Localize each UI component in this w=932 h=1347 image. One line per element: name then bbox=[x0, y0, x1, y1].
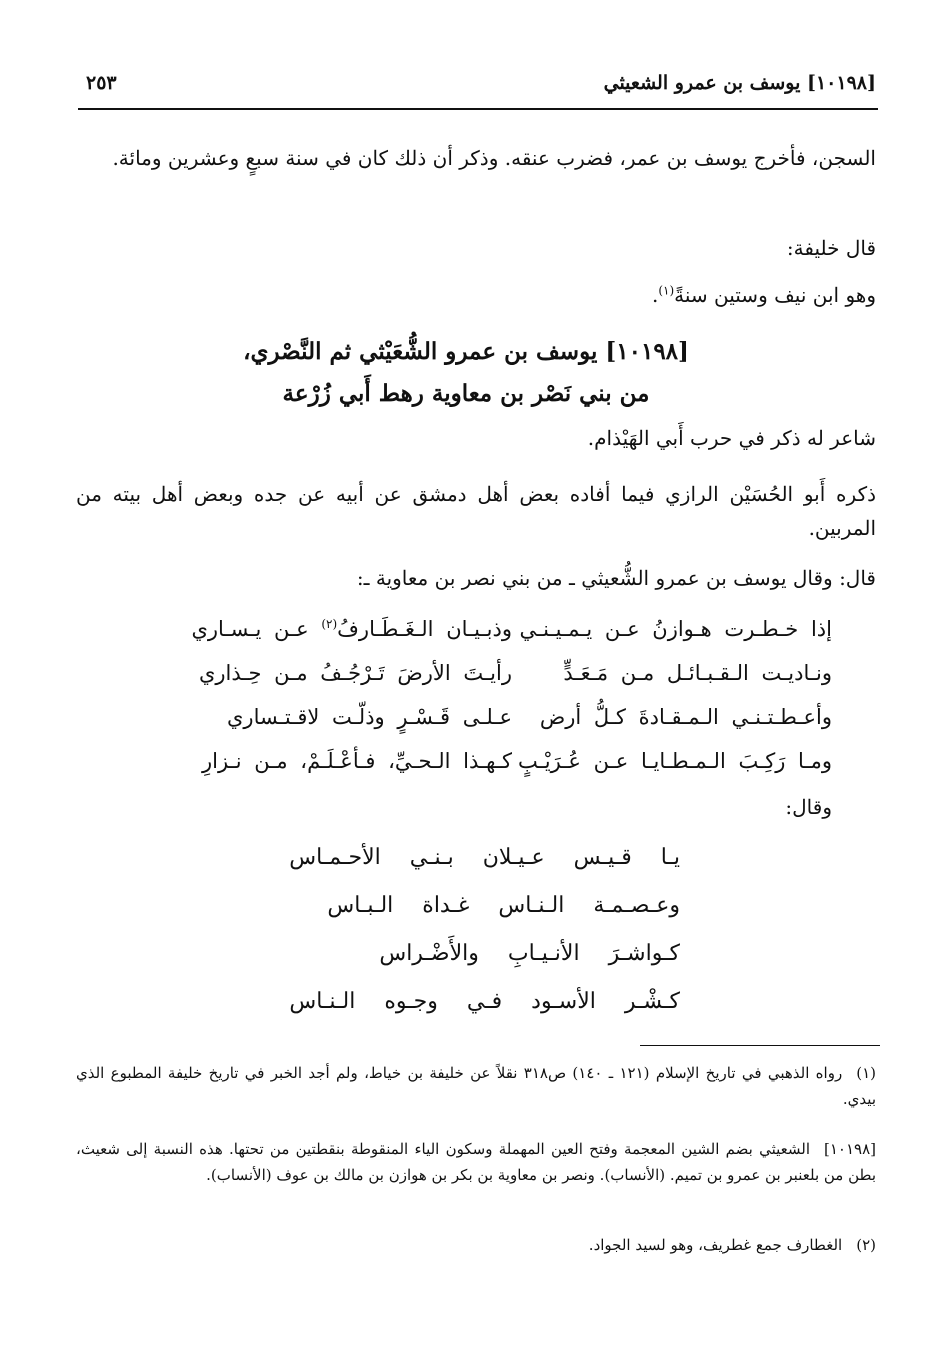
footnote-rule bbox=[640, 1045, 880, 1046]
short-verse-3: كـواشـرَ الأنـيـابِ والأَضْـراس bbox=[379, 941, 680, 966]
poet-note: شاعر له ذكر في حرب أَبي الهَيْذام. bbox=[587, 426, 876, 450]
footnote-marker: (١) bbox=[856, 1064, 876, 1082]
verse-1-first-hemistich: إذا خـطـرت هـوازنُ عـن يـمـيـنـي bbox=[519, 617, 832, 641]
footnote-text: رواه الذهبي في تاريخ الإسلام (١٢١ ـ ١٤٠) ص٣١٨ نقلاً عن خليفة بن خياط، ولم أجد الخبر في تاريخ خليفة المطبوع الذي بيدي. bbox=[76, 1064, 876, 1108]
poem-intro: قال: وقال يوسف بن عمرو الشُّعيثي ـ من بني نصر بن معاوية ـ: bbox=[356, 566, 876, 590]
verse-2-first-hemistich: ونـاديـت الـقـبـائـل مـن مَـعَـدٍّ bbox=[563, 661, 832, 685]
footnote-marker: (٢) bbox=[856, 1236, 876, 1254]
entry-title-line1: [١٠١٩٨] يوسف بن عمرو الشُّعَيْثي ثم النَّصْري، bbox=[243, 338, 689, 365]
footnote-2 bbox=[76, 1232, 876, 1258]
footnote-ref-1: (١) bbox=[658, 283, 675, 298]
verse-3-second-hemistich: عـلـى قَـسْـرٍ وذلّـت لاقـتـساري bbox=[226, 705, 512, 729]
second-intro: وقال: bbox=[785, 795, 832, 819]
page-number: ٢٥٣ bbox=[86, 72, 117, 94]
footnote-marker: [١٠١٩٨] bbox=[823, 1140, 876, 1158]
short-verse-2: وعـصـمـة الـنـاس غـداة الـبـاس bbox=[327, 893, 680, 918]
short-verse-1: يـا قـيـس عـيـلان بـنـي الأحـمـاس bbox=[289, 845, 680, 870]
footnote-entry bbox=[76, 1136, 876, 1188]
verse-3-first-hemistich: وأعـطـتـنـي الـمـقـادةَ كـلُّ أرض bbox=[539, 705, 832, 729]
footnote-text: الغطارف جمع غطريف، وهو لسيد الجواد. bbox=[588, 1236, 843, 1254]
verse-4-first-hemistich: ومـا رَكِـبَ الـمـطـايـا عـن عُـرَيْـبٍ bbox=[518, 749, 832, 773]
khalifa-said: قال خليفة: bbox=[786, 236, 876, 260]
short-verse-4: كـشْـر الأسـود فـي وجـوه الـنـاس bbox=[289, 989, 680, 1014]
verse-1-second-hemistich bbox=[191, 617, 512, 641]
footnote-text: الشعيثي بضم الشين المعجمة وفتح العين المهملة وسكون الياء المنقوطة بنقطتين من تحتها. هذه النسبة إلى شعيث، بطن من بلعنبر بن عمرو بن تميم. (الأنساب). ونصر بن معاوية بن بكر بن هوازن بن مالك بن عوف (الأنساب). bbox=[76, 1140, 876, 1184]
age-note-end: . bbox=[651, 283, 659, 307]
verse-4-second-hemistich: كـهـذا الـحـيِّ، فـأعْـلَـمْ، مـن نـزارِ bbox=[202, 749, 512, 773]
age-note bbox=[652, 283, 876, 307]
running-head: [١٠١٩٨] يوسف بن عمرو الشعيثي bbox=[603, 72, 876, 94]
footnote-ref-2: (٢) bbox=[321, 617, 338, 631]
source-paragraph: ذكره أَبو الحُسَيْن الرازي فيما أفاده بعض أهل دمشق عن أبيه عن جده وبعض أهل بيته من المربين. bbox=[76, 482, 876, 540]
footnote-1 bbox=[76, 1060, 876, 1112]
entry-title-line2: من بني نَصْر بن معاوية رهط أَبي زُرْعة bbox=[282, 380, 650, 407]
age-note-text: وهو ابن نيف وستين سنةً bbox=[674, 283, 876, 307]
opening-paragraph: السجن، فأخرج يوسف بن عمر، فضرب عنقه. وذكر أن ذلك كان في سنة سبعٍ وعشرين ومائة. bbox=[112, 146, 876, 170]
verse-1-second-text: وذبـيـان الـغَـطَـارفُ bbox=[337, 617, 512, 641]
verse-2-second-hemistich: رأيـتَ الأرضَ تَـرْجُـفُ مـن حِـذاري bbox=[198, 661, 512, 685]
verse-1-second-end: عـن يـسـاري bbox=[191, 617, 322, 641]
header-rule bbox=[78, 108, 878, 110]
